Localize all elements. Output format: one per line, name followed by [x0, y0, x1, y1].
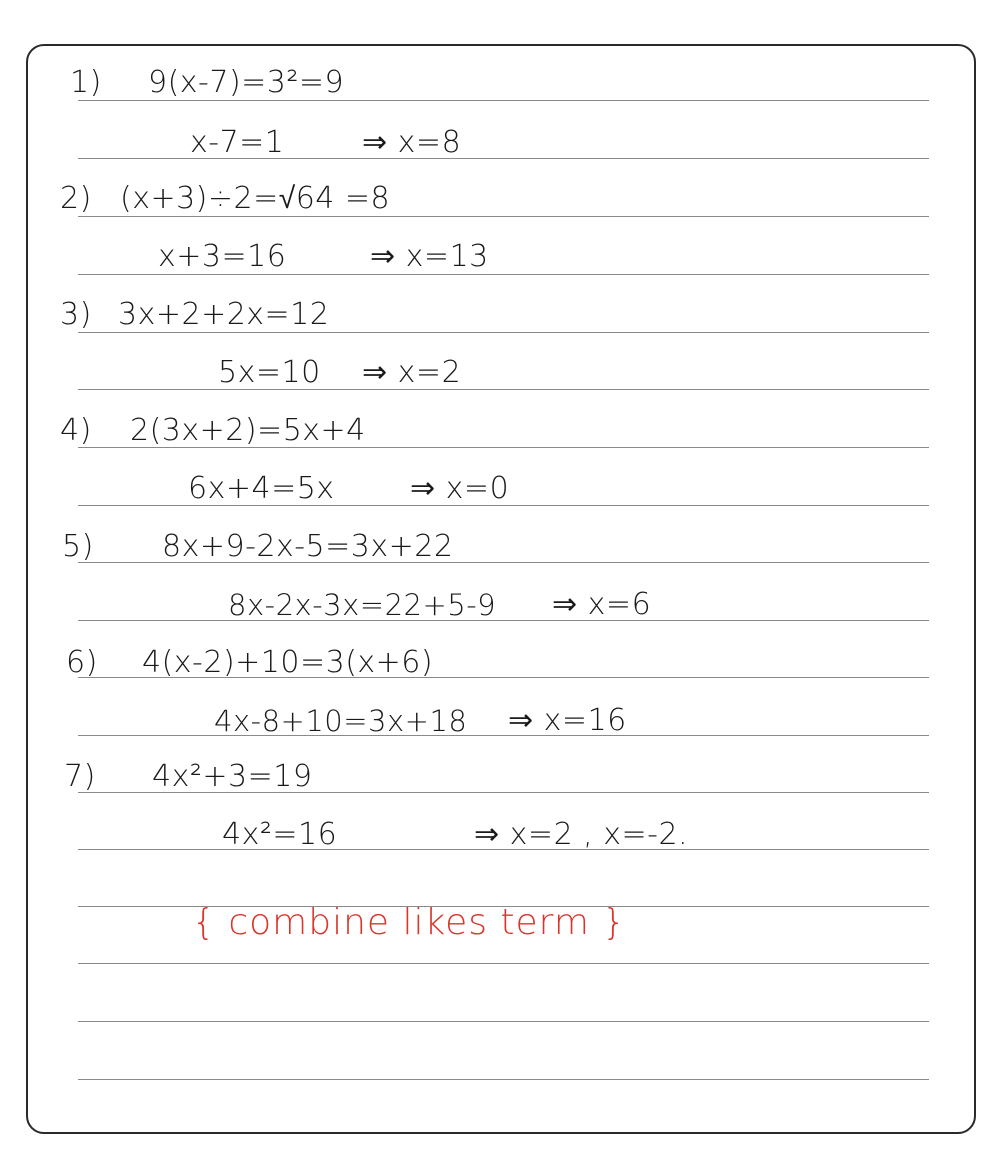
ruled-line: [78, 389, 929, 390]
problem-number: 7): [64, 759, 96, 794]
problem-step: x-7=1: [190, 125, 285, 160]
problem-number: 2): [60, 181, 92, 216]
problem-step: 4x²=16: [222, 817, 338, 852]
problem-number: 5): [62, 529, 94, 564]
problem-step: 5x=10: [218, 355, 321, 390]
ruled-line: [78, 100, 929, 101]
problem-result: ⇒ x=2 , x=-2.: [474, 817, 689, 852]
problem-number: 3): [60, 297, 92, 332]
problem-step: 8x-2x-3x=22+5-9: [228, 588, 497, 622]
ruled-line: [78, 1021, 929, 1022]
problem-equation: (x+3)÷2=√64 =8: [120, 181, 391, 216]
problem-equation: 4(x-2)+10=3(x+6): [142, 645, 434, 680]
problem-number: 1): [70, 65, 102, 100]
problem-result: ⇒ x=13: [370, 239, 489, 274]
problem-step: 6x+4=5x: [188, 471, 335, 506]
ruled-line: [78, 963, 929, 964]
ruled-line: [78, 1079, 929, 1080]
problem-step: x+3=16: [158, 239, 287, 274]
problem-result: ⇒ x=2: [362, 355, 462, 390]
problem-equation: 4x²+3=19: [152, 759, 313, 794]
problem-equation: 3x+2+2x=12: [118, 297, 330, 332]
ruled-line: [78, 332, 929, 333]
problem-equation: 9(x-7)=3²=9: [148, 65, 345, 100]
problem-equation: 8x+9-2x-5=3x+22: [162, 529, 454, 564]
problem-number: 6): [66, 645, 98, 680]
ruled-line: [78, 274, 929, 275]
ruled-line: [78, 735, 929, 736]
problem-result: ⇒ x=6: [552, 587, 652, 622]
problem-result: ⇒ x=8: [362, 125, 462, 160]
problem-result: ⇒ x=0: [410, 471, 510, 506]
ruled-line: [78, 216, 929, 217]
problem-number: 4): [60, 413, 92, 448]
ruled-line: [78, 620, 929, 621]
problem-step: 4x-8+10=3x+18: [214, 704, 468, 738]
problem-result: ⇒ x=16: [508, 703, 627, 738]
combine-like-terms-note: { combine likes term }: [192, 902, 627, 943]
problem-equation: 2(3x+2)=5x+4: [130, 413, 366, 448]
